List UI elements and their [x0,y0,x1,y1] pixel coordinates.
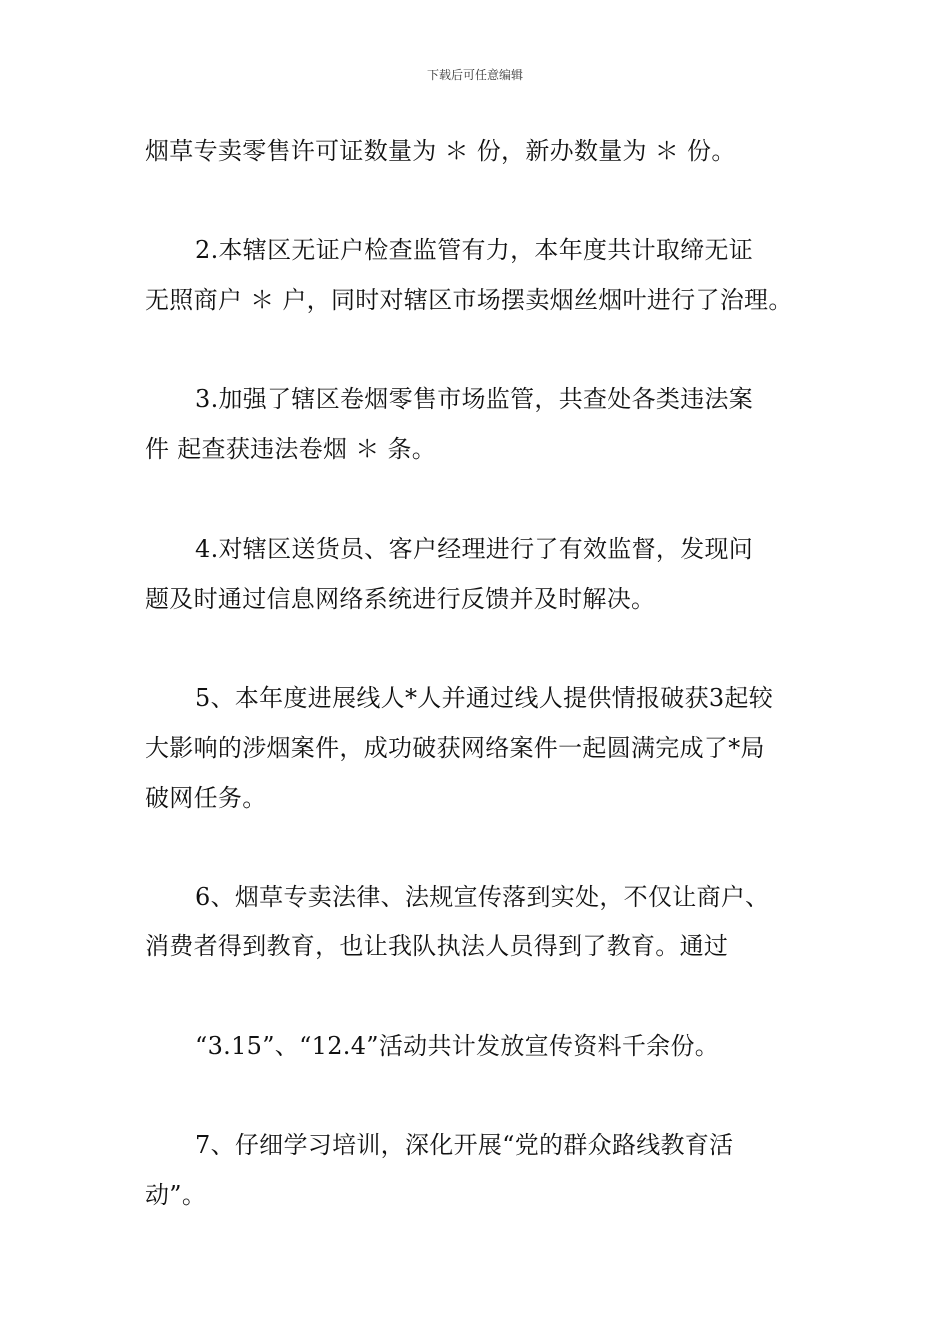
paragraph-line: 2.本辖区无证户检查监管有力，本年度共计取缔无证 [195,236,754,264]
paragraph-line: 6、烟草专卖法律、法规宣传落到实处，不仅让商户、 [195,883,770,911]
paragraph-line: 烟草专卖零售许可证数量为 ＊ 份，新办数量为 ＊ 份。 [145,137,736,165]
paragraph-line: 消费者得到教育，也让我队执法人员得到了教育。通过 [145,932,729,960]
paragraph-line: 7、仔细学习培训，深化开展“党的群众路线教育活 [195,1131,734,1159]
paragraph-line: 4.对辖区送货员、客户经理进行了有效监督，发现问 [195,535,754,563]
paragraph-line: 题及时通过信息网络系统进行反馈并及时解决。 [145,585,656,613]
paragraph-line: 动”。 [145,1181,207,1209]
paragraph-line: 破网任务。 [145,784,267,812]
paragraph-line: 件 起查获违法卷烟 ＊ 条。 [145,435,437,463]
paragraph-line: 无照商户 ＊ 户，同时对辖区市场摆卖烟丝烟叶进行了治理。 [145,286,793,314]
page-header: 下载后可任意编辑 [426,68,523,82]
paragraph-line: 大影响的涉烟案件，成功破获网络案件一起圆满完成了*局 [145,734,765,762]
paragraph-line: 3.加强了辖区卷烟零售市场监管，共查处各类违法案 [195,385,754,413]
paragraph-line: 5、本年度进展线人*人并通过线人提供情报破获3起较 [195,684,774,712]
paragraph-line: “3.15”、“12.4”活动共计发放宣传资料千余份。 [195,1032,720,1060]
